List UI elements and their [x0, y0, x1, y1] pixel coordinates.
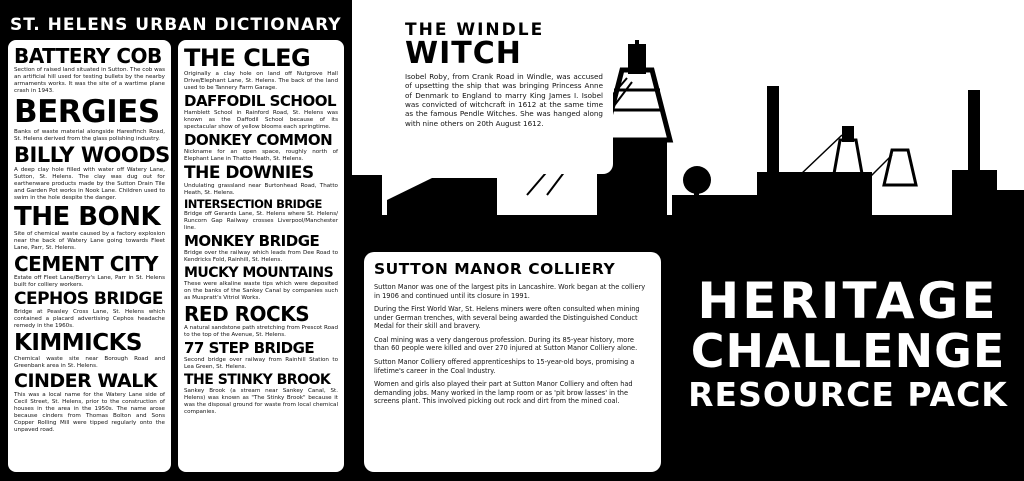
entry-definition: Section of raised land situated in Sutton. The cob was an artificial hill used for testing bullets by the nearby armaments works. It was the site of a wartime plane crash in 1943.	[14, 67, 165, 94]
entry-term: THE DOWNIES	[184, 162, 314, 183]
sutton-manor-title: SUTTON MANOR COLLIERY	[374, 260, 616, 278]
entry-term: THE STINKY BROOK	[184, 372, 331, 389]
entry-term: DONKEY COMMON	[184, 130, 333, 149]
entry-definition: Chemical waste site near Borough Road and Greenbank area in St. Helens.	[14, 355, 165, 369]
heritage-challenge-title	[678, 272, 1018, 414]
dictionary-entry	[184, 91, 338, 131]
entry-term: MUCKY MOUNTAINS	[184, 265, 334, 282]
entry-term: BERGIES	[14, 93, 160, 130]
heritage-line3: RESOURCE PACK	[688, 375, 1008, 414]
dictionary-entry	[184, 196, 338, 232]
dictionary-entry	[14, 201, 165, 252]
entry-term: BATTERY COB	[14, 44, 162, 68]
entry-definition: A natural sandstone path stretching from Prescot Road to the top of the Avenue, St. Helens.	[184, 325, 338, 339]
sutton-manor-paragraph: Sutton Manor was one of the largest pits in Lancashire. Work began at the colliery in 1906 and continued until its closure in 1991.	[374, 283, 646, 300]
entry-term: 77 STEP BRIDGE	[184, 339, 315, 358]
entry-definition: Originally a clay hole on land off Nutgrove Hall Drive/Elephant Lane, St. Helens. The back of the land used to be Tannery Farm Garage.	[184, 71, 338, 91]
windle-witch-panel	[395, 14, 613, 174]
entry-term: RED ROCKS	[184, 302, 310, 327]
heritage-line2: CHALLENGE	[690, 324, 1006, 378]
windle-witch-text: Isobel Roby, from Crank Road in Windle, was accused of upsetting the ship that was bringing Princess Anne of Denmark to England to marry King James I. Isobel was convicted of witchcraft in 1612 at the same time as the famous Pendle Witches. She was hanged along with nine others on 20th August 1612.	[405, 72, 603, 128]
entry-definition: Nickname for an open space, roughly north of Elephant Lane in Thatto Heath, St. Helens.	[184, 148, 338, 162]
sutton-manor-paragraph: Women and girls also played their part at Sutton Manor Colliery and often had demanding jobs. Many worked in the lamp room or as 'pit brow lasses' in the screens plant. This involved picking out rock and dirt from the mined coal.	[374, 380, 633, 406]
dictionary-entry	[14, 142, 170, 202]
dictionary-panel	[0, 0, 352, 481]
sutton-manor-panel	[364, 252, 661, 472]
dictionary-entry	[14, 329, 165, 370]
dictionary-title: ST. HELENS URBAN DICTIONARY	[10, 15, 342, 35]
dictionary-entry	[184, 341, 338, 371]
dictionary-entry	[184, 266, 338, 302]
dictionary-entry	[184, 373, 338, 416]
entry-definition: Banks of waste material alongside Haresfinch Road, St. Helens derived from the glass polishing industry.	[14, 128, 165, 142]
windle-witch-title-line1: THE WINDLE	[405, 20, 545, 40]
dictionary-entry	[14, 93, 165, 143]
dictionary-entry	[184, 234, 338, 264]
entry-term: CINDER WALK	[14, 369, 158, 392]
dictionary-entry	[14, 251, 165, 289]
entry-definition: Bridge at Peasley Cross Lane, St. Helens which contained a placard advertising Cephos headache remedy in the 1960s.	[14, 308, 165, 329]
dictionary-column-right	[178, 40, 344, 472]
heritage-line1: HERITAGE	[697, 272, 999, 330]
entry-term: INTERSECTION BRIDGE	[184, 196, 322, 211]
dictionary-entry	[184, 304, 338, 339]
entry-definition: Second bridge over railway from Rainhill Station to Lea Green, St. Helens.	[184, 357, 338, 371]
entry-term: CEMENT CITY	[14, 251, 158, 276]
dictionary-entry	[14, 288, 165, 330]
sutton-manor-paragraph: During the First World War, St. Helens miners were often consulted when mining under German trenches, with several being awarded the Distinguished Conduct Medal for their skill and bravery.	[374, 305, 640, 331]
entry-term: KIMMICKS	[14, 329, 142, 356]
dictionary-entry	[14, 46, 165, 95]
entry-definition: Hamblett School in Rainford Road, St. Helens was known as the Daffodil School because of its spectacular show of yellow blooms each springtime.	[184, 109, 338, 130]
entry-term: BILLY WOODS	[14, 142, 170, 167]
dictionary-entry	[184, 162, 338, 197]
entry-definition: A deep clay hole filled with water off Watery Lane, Sutton, St. Helens. The clay was dug out for earthenware products made by the Sutton Drain Tile and Garden Pot works in Nook Lane. Children used to swim in the hole despite the danger.	[14, 166, 165, 201]
sutton-manor-paragraph: Sutton Manor Colliery offered apprenticeships to 15-year-old boys, promising a lifetime's career in the Coal Industry.	[374, 357, 635, 375]
entry-term: THE CLEG	[184, 44, 311, 72]
dictionary-entry	[184, 46, 338, 92]
entry-definition: Undulating grassland near Burtonhead Road, Thatto Heath, St. Helens.	[184, 182, 338, 196]
entry-term: THE BONK	[14, 201, 161, 232]
dictionary-column-left	[8, 40, 171, 472]
entry-definition: This was a local name for the Watery Lane side of Cecil Street, St. Helens, prior to the construction of houses in the area in the 1950s. The name arose because cinders from Thomas Bolton and Sons Copper Rolling Mill were tipped regularly onto the unpaved road.	[14, 391, 165, 433]
windle-witch-title-line2: WITCH	[405, 36, 522, 71]
entry-definition: Sankey Brook (a stream near Sankey Canal, St. Helens) was known as "The Stinky Brook" because it was the disposal ground for waste from local chemical companies.	[184, 388, 338, 416]
entry-term: DAFFODIL SCHOOL	[184, 91, 337, 110]
entry-definition: Bridge off Gerards Lane, St. Helens where St. Helens/ Runcorn Gap Railway crosses Liverpool/Manchester line.	[184, 211, 338, 232]
dictionary-entry	[184, 130, 338, 163]
entry-definition: These were alkaline waste tips which were deposited on the banks of the Sankey Canal by companies such as Muspratt's Vitriol Works.	[184, 281, 338, 302]
entry-term: MONKEY BRIDGE	[184, 232, 320, 251]
dictionary-entry	[14, 369, 165, 434]
entry-definition: Site of chemical waste caused by a factory explosion near the back of Watery Lane going towards Fleet Lane, Parr, St. Helens.	[14, 230, 165, 251]
entry-term: CEPHOS BRIDGE	[14, 288, 163, 309]
sutton-manor-paragraph: Coal mining was a very dangerous profession. During its 85-year history, more than 60 people were killed and over 270 injured at Sutton Manor Colliery alone.	[374, 335, 638, 353]
entry-definition: Estate off Fleet Lane/Berry's Lane, Parr in St. Helens built for colliery workers.	[14, 274, 165, 288]
entry-definition: Bridge over the railway which leads from Dee Road to Kendricks Fold, Rainhill, St. Helens.	[184, 250, 338, 264]
